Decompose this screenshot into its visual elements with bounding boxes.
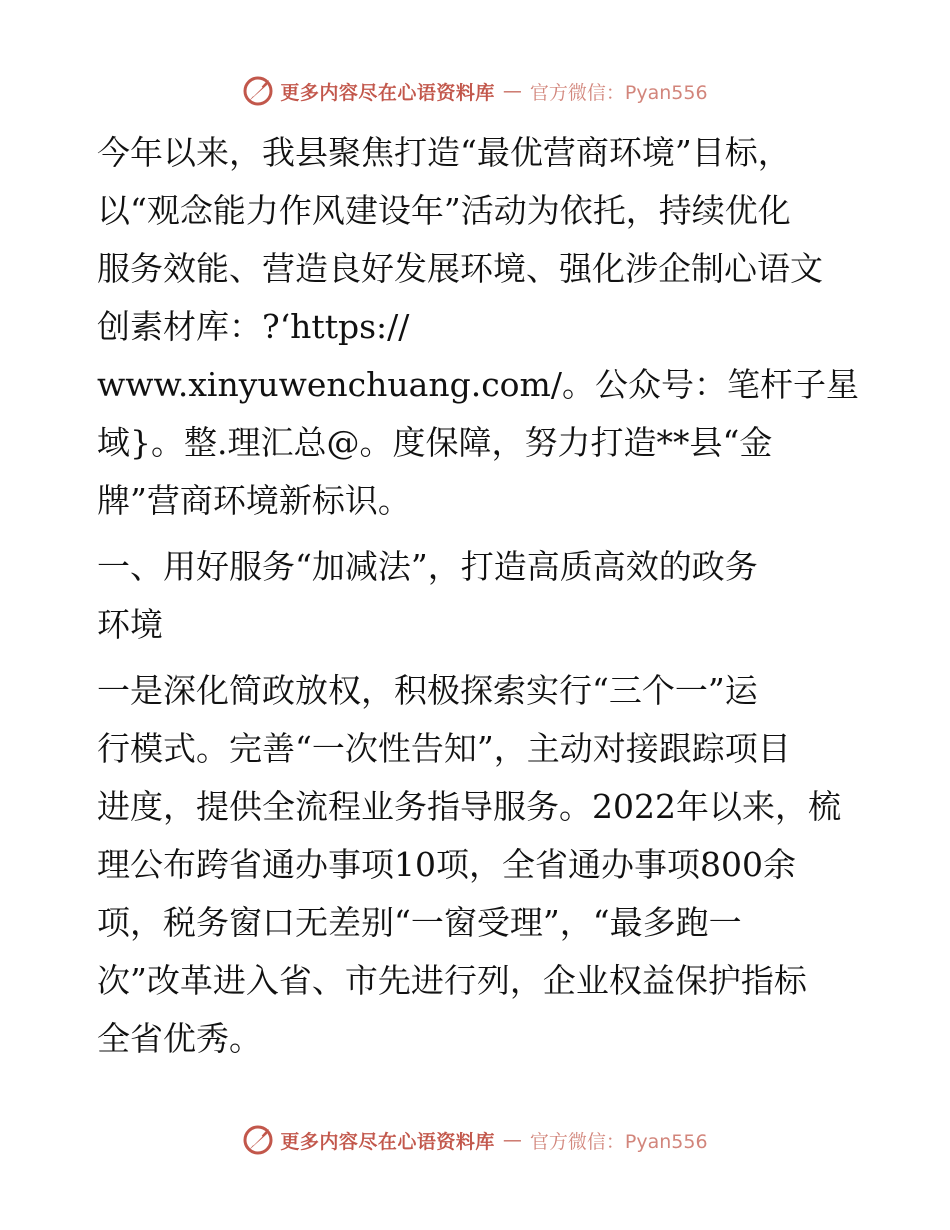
watermark-separator: — (502, 1129, 522, 1151)
text-line: 环境 (97, 605, 163, 644)
watermark-brand: 更多内容尽在心语资料库 (280, 81, 495, 104)
watermark-separator: — (502, 80, 522, 102)
text-line: 次”改革进入省、市先进行列，企业权益保护指标 (97, 961, 807, 1000)
section-heading (97, 538, 867, 654)
paragraph-point-one (97, 662, 867, 1068)
text-line: 创素材库：?‘https:// (97, 307, 410, 346)
quill-logo-icon (242, 75, 274, 107)
watermark-brand: 更多内容尽在心语资料库 (280, 1130, 495, 1153)
header-watermark (0, 71, 950, 111)
text-line: 牌”营商环境新标识。 (97, 481, 411, 520)
text-line: 行模式。完善“一次性告知”，主动对接跟踪项目 (97, 729, 791, 768)
text-line: 今年以来，我县聚焦打造“最优营商环境”目标， (97, 133, 791, 172)
text-line: 进度，提供全流程业务指导服务。2022年以来，梳 (97, 787, 841, 826)
footer-watermark (0, 1120, 950, 1160)
watermark-wechat: 官方微信：Pyan556 (529, 1130, 708, 1153)
paragraph-intro (97, 124, 867, 530)
text-line: 理公布跨省通办事项10项，全省通办事项800余 (97, 845, 796, 884)
quill-logo-icon (242, 1124, 274, 1156)
document-body (97, 124, 867, 1068)
text-line: 一、用好服务“加减法”，打造高质高效的政务 (97, 547, 758, 586)
text-line: www.xinyuwenchuang.com/。公众号：笔杆子星 (97, 365, 859, 404)
watermark-wechat: 官方微信：Pyan556 (529, 81, 708, 104)
text-line: 服务效能、营造良好发展环境、强化涉企制心语文 (97, 249, 823, 288)
text-line: 全省优秀。 (97, 1019, 262, 1058)
text-line: 域}。整.理汇总@。度保障，努力打造**县“金 (97, 423, 773, 462)
text-line: 以“观念能力作风建设年”活动为依托，持续优化 (97, 191, 791, 230)
text-line: 项，税务窗口无差别“一窗受理”，“最多跑一 (97, 903, 742, 942)
text-line: 一是深化简政放权，积极探索实行“三个一”运 (97, 671, 758, 710)
